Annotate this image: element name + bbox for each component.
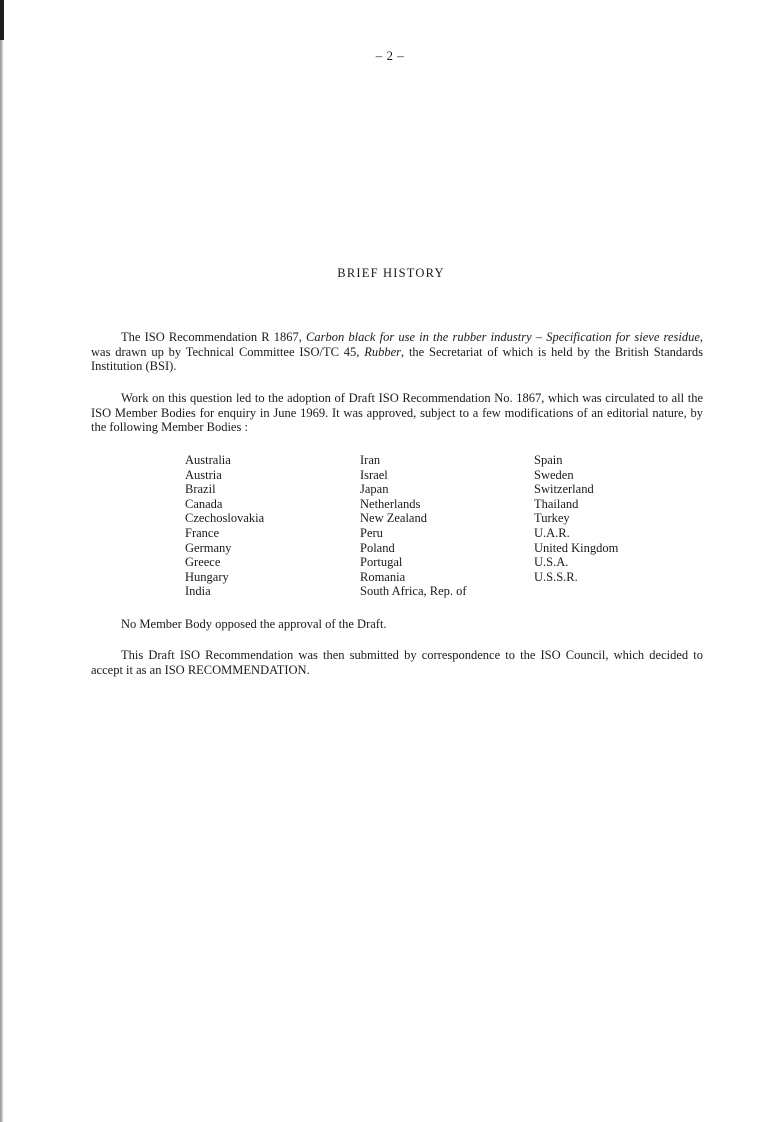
member-body-item: Netherlands — [360, 496, 421, 511]
paragraph-approval — [91, 391, 703, 435]
member-body-item: Greece — [185, 555, 221, 570]
member-bodies-column-1 — [185, 453, 264, 599]
paragraph-recommendation-origin — [91, 330, 703, 374]
member-body-item: Germany — [185, 540, 232, 555]
member-body-item: Austria — [185, 467, 222, 482]
paragraph1-tail: , the Secretariat of which is held by the British Standards Institution (BSI). — [91, 344, 703, 373]
paragraph4-text: This Draft ISO Recommendation was then submitted by correspondence to the ISO Council, which decided to accept it as an ISO RECOMMENDATION. — [91, 648, 703, 677]
member-body-item: Spain — [534, 453, 563, 467]
standard-title: Carbon black for use in the rubber industry – Specification for sieve residue — [306, 330, 700, 344]
paragraph1-lead: The ISO Recommendation R 1867, — [121, 330, 307, 344]
committee-name: Rubber — [364, 344, 402, 359]
member-body-item: Romania — [360, 569, 406, 584]
member-body-item: Brazil — [185, 482, 216, 497]
member-body-item: Peru — [360, 525, 383, 540]
paragraph-council-acceptance — [91, 648, 703, 677]
member-body-item: Switzerland — [534, 482, 594, 497]
member-body-item: United Kingdom — [534, 540, 619, 555]
paragraph-no-opposition — [91, 617, 703, 632]
member-bodies-column-2 — [360, 453, 467, 599]
member-body-item: Sweden — [534, 467, 574, 482]
member-body-item: Australia — [185, 453, 231, 467]
paragraph1-mid: , was drawn up by Technical Committee ISO/TC 45, — [91, 330, 703, 359]
member-body-item: Turkey — [534, 511, 570, 526]
member-body-item: U.S.S.R. — [534, 569, 578, 584]
member-bodies-column-3 — [534, 453, 618, 584]
member-body-item: Israel — [360, 467, 388, 482]
member-body-item: U.S.A. — [534, 555, 569, 570]
section-title: BRIEF HISTORY — [337, 266, 445, 280]
paragraph2-text: Work on this question led to the adoption of Draft ISO Recommendation No. 1867, which was circulated to all the ISO Member Bodies for enquiry in June 1969. It was approved, subject to a few modifications of an editorial nature, by the following Member Bodies : — [91, 391, 703, 434]
member-body-item: South Africa, Rep. of — [360, 584, 467, 599]
member-body-item: Canada — [185, 496, 223, 511]
member-body-item: Hungary — [185, 569, 229, 584]
member-body-item: India — [185, 584, 211, 599]
scan-edge-mark — [0, 0, 4, 40]
member-body-item: Japan — [360, 482, 389, 497]
member-body-item: New Zealand — [360, 511, 427, 526]
member-body-item: Portugal — [360, 555, 403, 570]
paragraph3-text: No Member Body opposed the approval of the Draft. — [121, 617, 387, 631]
member-body-item: Iran — [360, 453, 381, 467]
member-body-item: Czechoslovakia — [185, 511, 265, 526]
page-number: – 2 – — [375, 48, 405, 63]
member-body-item: U.A.R. — [534, 525, 570, 540]
scan-edge-shadow — [0, 0, 3, 1122]
member-body-item: Poland — [360, 540, 395, 555]
member-body-item: Thailand — [534, 496, 579, 511]
member-body-item: France — [185, 525, 220, 540]
